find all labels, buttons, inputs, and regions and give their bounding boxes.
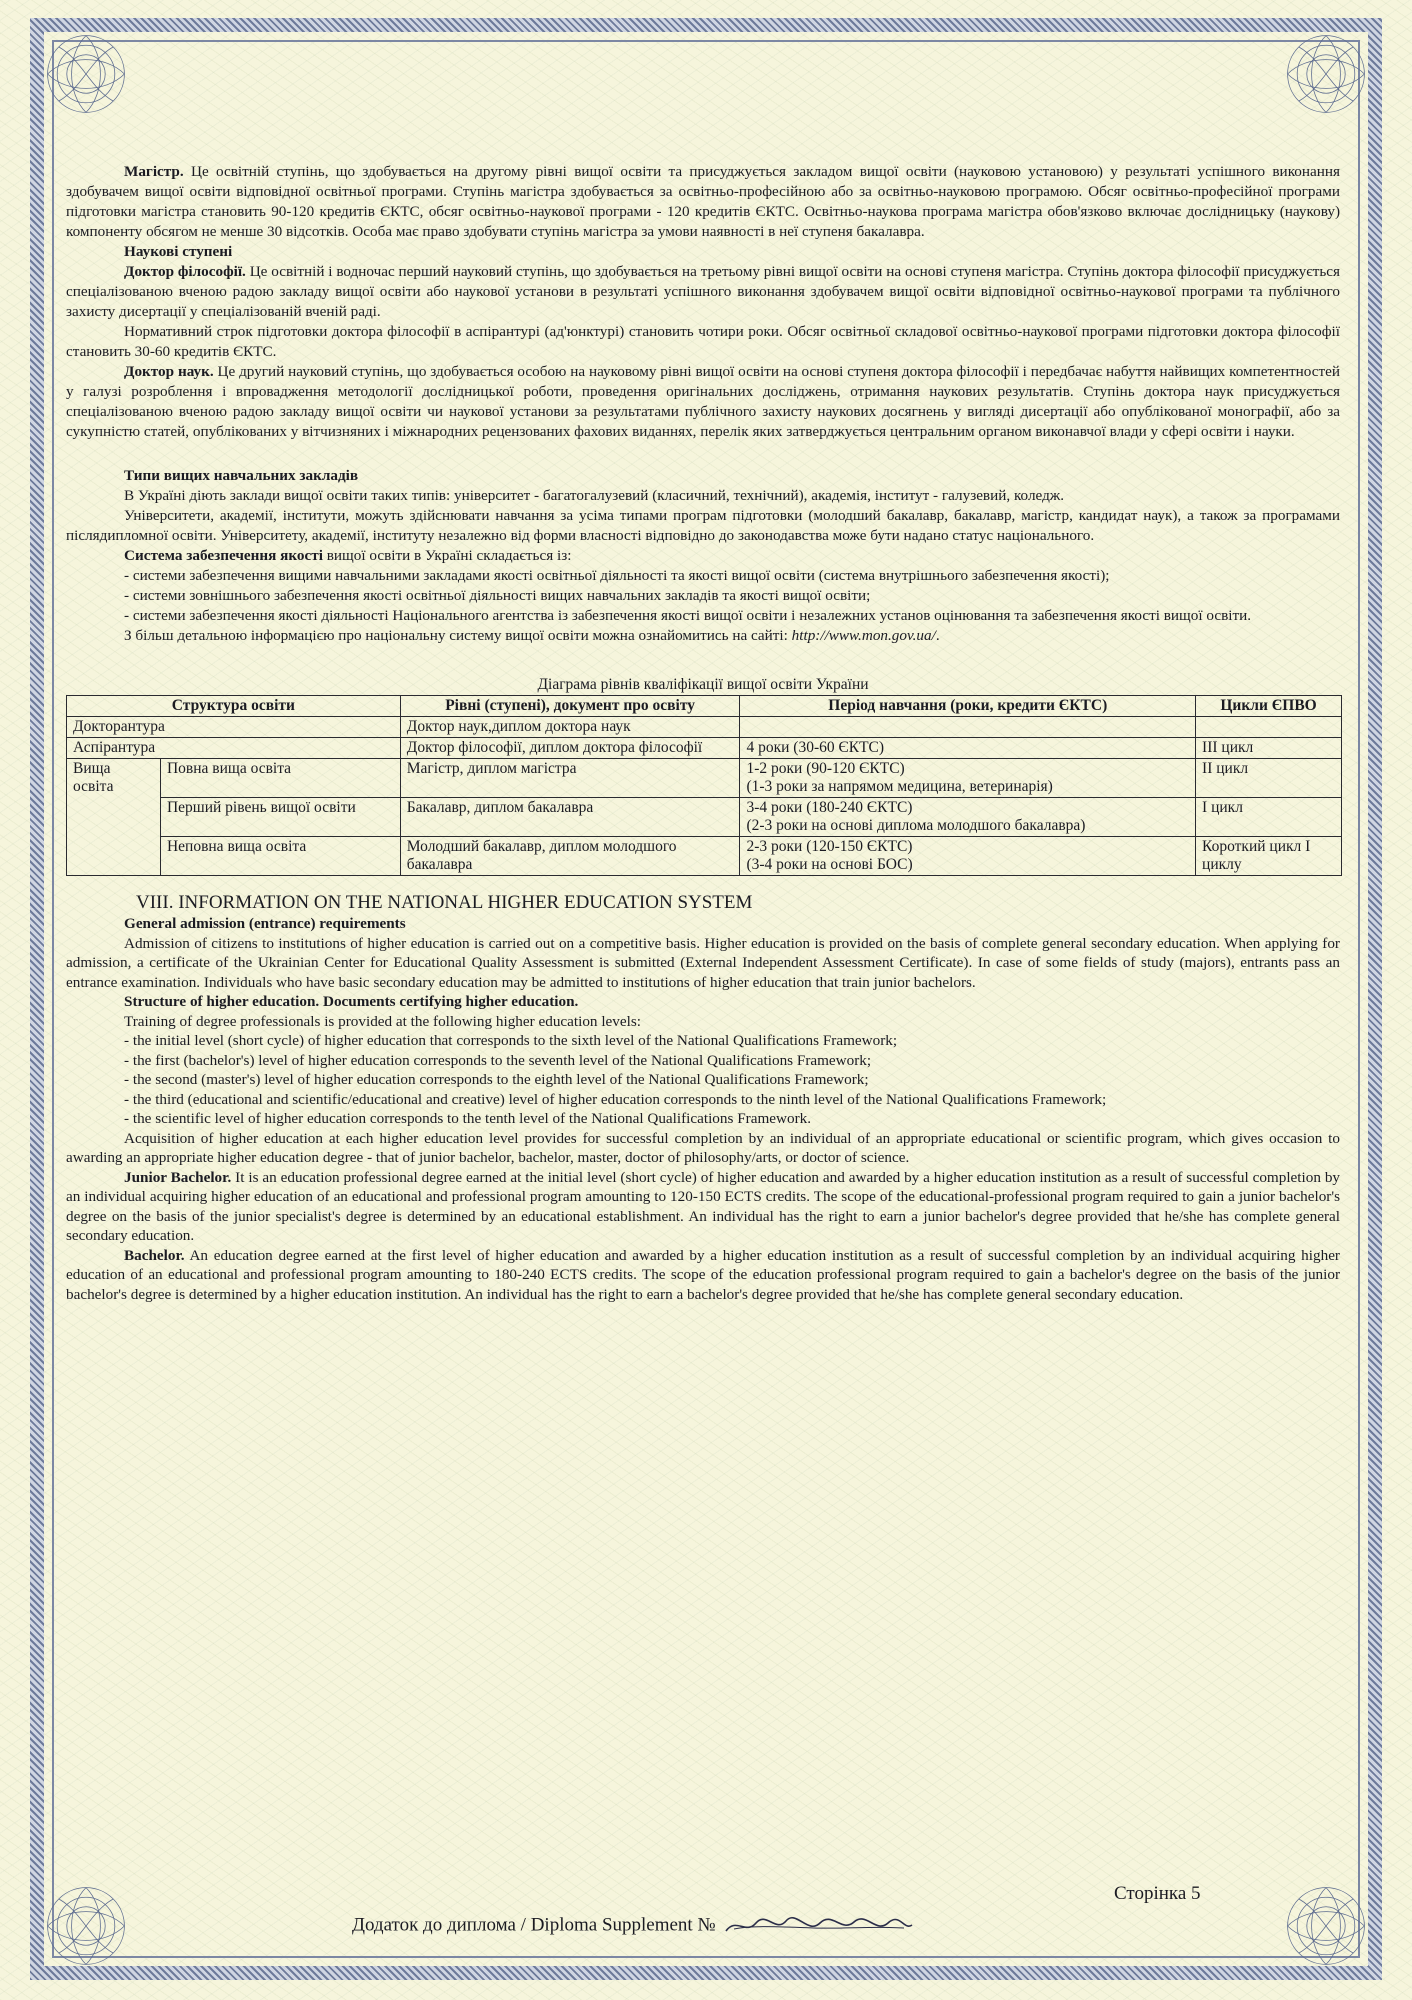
quality-paragraph <box>66 546 1340 566</box>
dsc-text: Це другий науковий ступінь, що здобувається особою на науковому рівні вищої освіти на основі ступеня доктора філософії і передбачає набуття найвищих компетентностей у галузі розроблення і впровадження методології дослідницької роботи, проведення оригінальних досліджень, отримання наукових результатів. Ступінь доктора наук присуджується спеціалізованою вченою радою закладу вищої освіти чи наукової установи за результатами публічного захисту наукових досягнень у вигляді дисертації або опублікованої монографії, або за сукупністю статей, опублікованих у вітчизняних і міжнародних рецензованих фахових виданнях, перелік яких затверджується центральним органом виконавчої влади у сфері освіти і науки. <box>66 363 1340 440</box>
junior-bachelor-paragraph <box>66 1168 1340 1246</box>
rosette-ornament-icon <box>1278 1878 1374 1974</box>
header-structure: Структура освіти <box>67 696 401 717</box>
structure-heading: Structure of higher education. Documents certifying higher education. <box>124 993 579 1010</box>
cell-cycle: ІІ цикл <box>1196 759 1342 798</box>
header-cycles: Цикли ЄПВО <box>1196 696 1342 717</box>
rosette-ornament-icon <box>38 26 134 122</box>
qualification-levels-table <box>66 695 1342 876</box>
ministry-url: http://www.mon.gov.ua/ <box>791 627 936 644</box>
cell-level: Магістр, диплом магістра <box>400 759 740 798</box>
level-item: - the initial level (short cycle) of higher education that corresponds to the sixth level of the National Qualifications Framework; <box>124 1032 898 1049</box>
cell-cycle: Короткий цикл І циклу <box>1196 837 1342 876</box>
section-title: VIII. INFORMATION ON THE NATIONAL HIGHER EDUCATION SYSTEM <box>136 892 753 913</box>
cell-structure: Аспірантура <box>67 738 401 759</box>
phd-term-paragraph: Нормативний строк підготовки доктора філософії в аспірантурі (ад'юнктурі) становить чотири роки. Обсяг освітньої складової освітньо-наукової програми підготовки доктора філософії становить 30-60 кредитів ЄКТС. <box>66 323 1340 360</box>
types-heading: Типи вищих навчальних закладів <box>124 467 359 484</box>
cell-substructure: Неповна вища освіта <box>160 837 400 876</box>
cell-cycle <box>1196 717 1342 738</box>
cell-period <box>740 717 1196 738</box>
masters-text: Це освітній ступінь, що здобувається на другому рівні вищої освіти та присуджується закладом вищої освіти (науковою установою) у результаті успішного виконання здобувачем вищої освіти відповідної освітньої програми. Ступінь магістра здобувається за освітньо-професійною або за освітньо-науковою програмою. Обсяг освітньо-професійної програми підготовки магістра становить 90-120 кредитів ЄКТС, обсяг освітньо-наукової програми - 120 кредитів ЄКТС. Освітньо-наукова програма магістра обов'язково включає дослідницьку (наукову) компоненту обсягом не менше 30 відсотків. Особа має право здобувати ступінь магістра за умови наявності в неї ступеня бакалавра. <box>66 163 1340 240</box>
masters-paragraph <box>66 162 1340 242</box>
english-section <box>66 914 1340 1304</box>
more-info-paragraph <box>66 626 1340 646</box>
period-note: (1-3 роки за напрямом медицина, ветеринарія) <box>746 778 1053 795</box>
page-number: Сторінка 5 <box>1114 1883 1201 1904</box>
footer-label: Додаток до диплома / Diploma Supplement № <box>352 1914 716 1936</box>
cell-higher-education: Вища освіта <box>67 759 161 876</box>
level-item: - the first (bachelor's) level of higher education corresponds to the seventh level of the National Qualifications Framework; <box>124 1051 872 1069</box>
phd-term: Доктор філософії. <box>124 263 246 280</box>
quality-item: - системи забезпечення вищими навчальними закладами якості освітньої діяльності та якості вищої освіти (система внутрішнього забезпечення якості); <box>124 567 1110 584</box>
header-period: Період навчання (роки, кредити ЄКТС) <box>740 696 1196 717</box>
training-paragraph: Training of degree professionals is provided at the following higher education levels: <box>124 1012 641 1030</box>
period-main: 1-2 роки (90-120 ЄКТС) <box>746 760 905 777</box>
phd-text: Це освітній і водночас перший науковий ступінь, що здобувається на третьому рівні вищої освіти на основі ступеня магістра. Ступінь доктора філософії присуджується спеціалізованою вченою радою закладу вищої освіти або наукової установи в результаті успішного виконання здобувачем вищої освіти відповідної освітньо-наукової програми та публічного захисту дисертації у спеціалізованій вченій раді. <box>66 263 1341 320</box>
admission-heading: General admission (entrance) requirements <box>124 915 406 932</box>
cell-period <box>740 837 1196 876</box>
cell-level: Доктор філософії, диплом доктора філософії <box>400 738 740 759</box>
quality-item: - системи забезпечення якості діяльності Національного агентства із забезпечення якості вищої освіти і незалежних установ оцінювання та забезпечення якості вищої освіти. <box>124 607 1252 624</box>
quality-item: - системи зовнішнього забезпечення якості освітньої діяльності вищих навчальних закладів та якості вищої освіти; <box>124 587 871 604</box>
table-row <box>67 759 1342 798</box>
table-row <box>67 837 1342 876</box>
phd-paragraph <box>66 262 1340 322</box>
cell-period: 4 роки (30-60 ЄКТС) <box>740 738 1196 759</box>
junior-bachelor-text: It is an education professional degree earned at the initial level (short cycle) of higher education and awarded by a higher education institution as a result of successful completion by an individual acquiring higher education of an educational and professional program amounting to 120-150 ECTS credits. The scope of the educational-professional program required to gain a junior bachelor's degree on the basis of the junior specialist's degree is determined by an educational establishment. An individual has the right to earn a junior bachelor's degree provided that he/she has complete general secondary education. <box>66 1168 1341 1244</box>
junior-bachelor-term: Junior Bachelor. <box>124 1168 232 1186</box>
footer <box>352 1913 914 1939</box>
level-item: - the second (master's) level of higher education corresponds to the eighth level of the National Qualifications Framework; <box>124 1071 869 1088</box>
types-paragraph: В Україні діють заклади вищої освіти таких типів: університет - багатогалузевий (класичний, технічний), академія, інститут - галузевий, коледж. <box>124 487 1065 504</box>
handwritten-number-scribble <box>724 1913 914 1939</box>
table-row <box>67 798 1342 837</box>
acquisition-paragraph: Acquisition of higher education at each higher education level provides for successful completion by an individual of an appropriate educational or scientific program, which gives occasion to awarding an appropriate higher education degree - that of junior bachelor, bachelor, master, doctor of philosophy/arts, or doctor of science. <box>66 1129 1340 1166</box>
level-item: - the scientific level of higher education corresponds to the tenth level of the National Qualifications Framework. <box>124 1110 812 1127</box>
table-header-row <box>67 696 1342 717</box>
masters-term: Магістр. <box>124 163 184 180</box>
quality-text: вищої освіти в Україні складається із: <box>322 547 572 564</box>
more-info-end: . <box>935 627 940 644</box>
period-main: 3-4 роки (180-240 ЄКТС) <box>746 799 913 816</box>
sci-degrees-heading: Наукові ступені <box>124 243 233 260</box>
cell-structure: Докторантура <box>67 717 401 738</box>
level-item: - the third (educational and scientific/educational and creative) level of higher education corresponds to the ninth level of the National Qualifications Framework; <box>124 1090 1107 1108</box>
rosette-ornament-icon <box>1278 26 1374 122</box>
diagram-caption: Діаграма рівнів кваліфікації вищої освіти України <box>537 676 869 693</box>
period-note: (3-4 роки на основі БОС) <box>746 856 913 873</box>
quality-term: Система забезпечення якості <box>124 547 323 564</box>
bachelor-text: An education degree earned at the first level of higher education and awarded by a higher education institution as a result of successful completion by an individual acquiring higher education of an educational and professional program amounting to 180-240 ECTS credits. The scope of the education professional program required to gain a bachelor's degree on the basis of the junior bachelor's degree is determined by a higher education institution. An individual has the right to earn a bachelor's degree provided that he/she has complete general secondary education. <box>66 1246 1340 1303</box>
dsc-paragraph <box>66 362 1340 442</box>
document-body <box>66 162 1340 1304</box>
cell-level: Молодший бакалавр, диплом молодшого бакалавра <box>400 837 740 876</box>
cell-substructure: Перший рівень вищої освіти <box>160 798 400 837</box>
cell-level: Доктор наук,диплом доктора наук <box>400 717 740 738</box>
bachelor-term: Bachelor. <box>124 1246 185 1264</box>
header-levels: Рівні (ступені), документ про освіту <box>400 696 740 717</box>
cell-substructure: Повна вища освіта <box>160 759 400 798</box>
bachelor-paragraph <box>66 1246 1340 1305</box>
cell-period <box>740 798 1196 837</box>
cell-cycle: ІІІ цикл <box>1196 738 1342 759</box>
table-row <box>67 717 1342 738</box>
admission-paragraph: Admission of citizens to institutions of higher education is carried out on a competitive basis. Higher education is provided on the basis of complete general secondary education. When applying for admission, a certificate of the Ukrainian Center for Educational Quality Assessment is submitted (External Independent Assessment Certificate). In case of some fields of study (majors), entrants pass an entrance examination. Individuals who have basic secondary education may be admitted to institutions of higher education that train junior bachelors. <box>66 934 1340 991</box>
universities-paragraph: Університети, академії, інститути, можуть здійснювати навчання за усіма типами програм підготовки (молодший бакалавр, бакалавр, магістр, кандидат наук), а також за програмами післядипломної освіти. Університету, академії, інституту незалежно від форми власності відповідно до законодавства може бути надано статус національного. <box>66 507 1340 544</box>
rosette-ornament-icon <box>38 1878 134 1974</box>
period-main: 2-3 роки (120-150 ЄКТС) <box>746 838 913 855</box>
more-info-text: З більш детальною інформацією про національну систему вищої освіти можна ознайомитись на сайті: <box>124 627 792 644</box>
table-row <box>67 738 1342 759</box>
dsc-term: Доктор наук. <box>124 363 214 380</box>
cell-period <box>740 759 1196 798</box>
period-note: (2-3 роки на основі диплома молодшого бакалавра) <box>746 817 1086 834</box>
cell-cycle: І цикл <box>1196 798 1342 837</box>
cell-level: Бакалавр, диплом бакалавра <box>400 798 740 837</box>
